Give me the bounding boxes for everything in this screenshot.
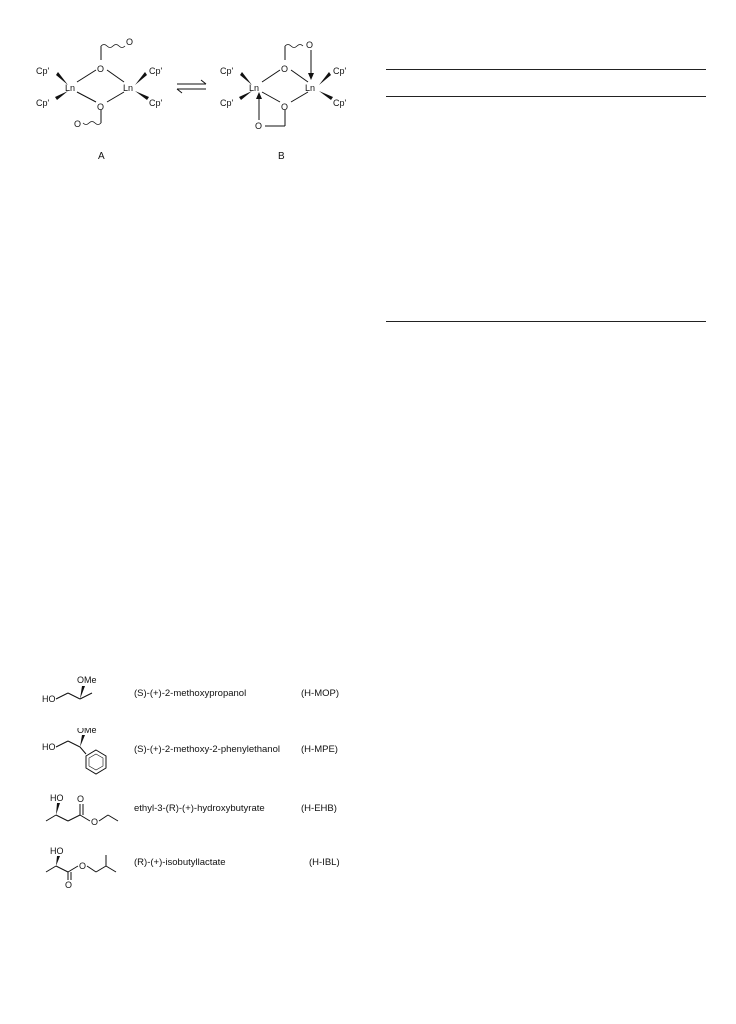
o-pendant-bottom: O: [255, 121, 263, 131]
hydroxyl-label: HO: [50, 793, 64, 803]
cp-ligand: Cp': [220, 66, 234, 76]
structure-a: [36, 37, 163, 162]
hydroxyl-label: HO: [42, 694, 56, 704]
cp-ligand: Cp': [36, 66, 50, 76]
ln-atom-left: Ln: [249, 83, 260, 93]
o-atom-top: O: [97, 64, 105, 74]
cp-ligand: Cp': [333, 66, 347, 76]
ligand-name: ethyl-3-(R)-(+)-hydroxybutyrate: [134, 803, 265, 814]
ln-atom-right: Ln: [123, 83, 134, 93]
o-pendant-top: O: [306, 40, 314, 50]
ligand-structure-mop: [40, 672, 130, 712]
table-top-rule: [386, 69, 706, 70]
dimer-equilibrium-scheme: [30, 28, 360, 168]
ligand-structure-ehb: [40, 790, 130, 830]
o-atom-bottom: O: [281, 102, 289, 112]
ligand-abbreviation: (H-MPE): [301, 744, 338, 755]
cp-ligand: Cp': [149, 66, 163, 76]
cp-ligand: Cp': [149, 98, 163, 108]
o-pendant-bottom: O: [74, 119, 82, 129]
carbonyl-o-label: O: [65, 880, 73, 888]
ligand-name: (S)-(+)-2-methoxy-2-phenylethanol: [134, 744, 280, 755]
hydroxyl-label: HO: [50, 846, 64, 856]
table-header-rule: [386, 96, 706, 97]
structure-label-a: A: [98, 151, 105, 162]
carbonyl-o-label: O: [77, 794, 85, 804]
ester-o-label: O: [91, 817, 99, 827]
ester-o-label: O: [79, 861, 87, 871]
cp-ligand: Cp': [220, 98, 234, 108]
ligand-abbreviation: (H-IBL): [309, 857, 340, 868]
ligand-structure-mpe: [40, 728, 130, 778]
o-atom-bottom: O: [97, 102, 105, 112]
structure-b: [220, 40, 347, 162]
o-atom-top: O: [281, 64, 289, 74]
hydroxyl-label: HO: [42, 742, 56, 752]
ligand-abbreviation: (H-MOP): [301, 688, 339, 699]
equilibrium-arrows-icon: [177, 80, 206, 93]
structure-label-b: B: [278, 151, 285, 162]
methoxy-label: OMe: [77, 675, 97, 685]
methoxy-label: OMe: [77, 728, 97, 735]
ln-atom-right: Ln: [305, 83, 316, 93]
cp-ligand: Cp': [333, 98, 347, 108]
table-bottom-rule: [386, 321, 706, 322]
ligand-structure-ibl: [40, 843, 130, 888]
ligand-abbreviation: (H-EHB): [301, 803, 337, 814]
ln-atom-left: Ln: [65, 83, 76, 93]
ligand-name: (S)-(+)-2-methoxypropanol: [134, 688, 247, 699]
o-pendant-top: O: [126, 37, 134, 47]
cp-ligand: Cp': [36, 98, 50, 108]
ligand-name: (R)-(+)-isobutyllactate: [134, 857, 226, 868]
